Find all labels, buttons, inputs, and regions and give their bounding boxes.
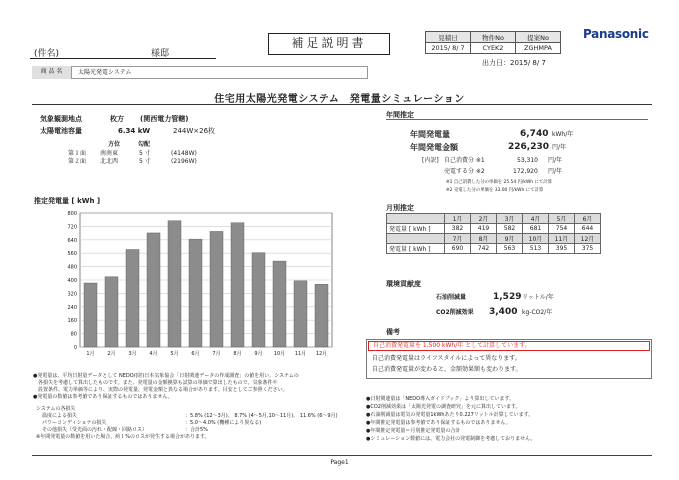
self-value: 53,310 <box>517 157 538 164</box>
x-tick-label: 9月 <box>254 351 263 357</box>
month-value: 375 <box>575 244 601 254</box>
x-tick-label: 5月 <box>170 351 179 357</box>
note-right-6: ●シミュレーション数値には、電力会社の発電制御を考慮しておりません。 <box>366 436 536 442</box>
info-header-property: 物件No <box>471 32 516 43</box>
chart-title: 推定発電量 [ kWh ] <box>34 197 101 205</box>
monthly-empty-cell <box>387 234 445 244</box>
oil-unit: リットル/年 <box>522 294 554 301</box>
x-tick-label: 1月 <box>86 351 95 357</box>
month-value: 582 <box>497 224 523 234</box>
bar <box>126 250 139 347</box>
note-left-4: ●発電量の数値は参考値であり保証するものではありません。 <box>33 394 173 400</box>
x-tick-label: 8月 <box>233 351 242 357</box>
loss-pcs-label: パワーコンディショナの損失 <box>42 420 107 426</box>
bar <box>84 283 97 347</box>
note-left-1: ●発電量は、平均日射量データとして NEDO/(財)日本気象協会「日射関連データの作成調査」の値を用い、システムの <box>33 373 299 379</box>
x-tick-label: 6月 <box>191 351 200 357</box>
honorific: 様邸 <box>151 49 170 59</box>
month-value: 644 <box>575 224 601 234</box>
main-title: 住宅用太陽光発電システム 発電量シミュレーション <box>214 94 465 105</box>
y-tick-label: 80 <box>70 331 77 338</box>
monthly-table <box>386 213 601 254</box>
info-value-proposal: ZGHMPA <box>516 43 561 54</box>
bar <box>252 253 265 347</box>
col-slope: 勾配 <box>138 141 151 148</box>
brand-logo: Panasonic <box>583 27 649 41</box>
annual-note-2: ※2 売電した分の単価を 33.00 円/kWh にて計算 <box>446 188 544 193</box>
month-header: 1月 <box>445 214 471 224</box>
bar <box>147 233 160 347</box>
customer-underline <box>30 58 216 59</box>
annual-amount-value: 226,230 <box>508 142 549 152</box>
month-header: 2月 <box>471 214 497 224</box>
month-header: 4月 <box>523 214 549 224</box>
month-header: 10月 <box>523 234 549 244</box>
month-header: 5月 <box>549 214 575 224</box>
capacity-label: 太陽電池容量 <box>40 127 82 135</box>
surface-2-slope: 5 寸 <box>139 158 151 165</box>
environment-section-title: 環境貢献度 <box>386 280 421 288</box>
capacity-detail: 244W×26枚 <box>173 127 216 135</box>
y-tick-label: 640 <box>67 237 77 244</box>
customer-label: (件名) <box>34 49 60 59</box>
annual-amount-label: 年間発電金額 <box>410 143 458 152</box>
annual-section-rule <box>386 119 648 120</box>
bar <box>315 284 328 347</box>
annual-gen-label: 年間発電量 <box>410 130 450 139</box>
month-header: 7月 <box>445 234 471 244</box>
location-value: 枚方 <box>110 115 124 123</box>
remarks-line-2: 自己消費発電量はライフスタイルによって異なります。 <box>372 355 521 362</box>
y-tick-label: 160 <box>67 318 77 325</box>
month-header: 11月 <box>549 234 575 244</box>
month-value: 754 <box>549 224 575 234</box>
surface-1-slope: 5 寸 <box>139 150 151 157</box>
x-tick-label: 7月 <box>212 351 221 357</box>
loss-pcs-value: ：5.0～4.0% (機種により異なる) <box>185 420 262 426</box>
y-tick-label: 800 <box>67 211 77 217</box>
note-left-2: 各損失を考慮して算出したものです。また、発電量の金額換算も試算の単価で算出したもので、気象条件や <box>38 380 278 386</box>
title-divider <box>32 104 652 105</box>
loss-title: システムの各損失 <box>36 406 76 412</box>
oil-label: 石油削減量 <box>436 294 467 301</box>
sell-unit: 円/年 <box>548 168 563 175</box>
co2-value: 3,400 <box>489 307 518 317</box>
co2-label: CO2削減効果 <box>436 309 474 316</box>
info-table <box>425 31 561 54</box>
bar <box>294 281 307 347</box>
month-header: 3月 <box>497 214 523 224</box>
location-label: 気象観測地点 <box>40 115 82 123</box>
bar <box>210 231 223 347</box>
oil-value: 1,529 <box>493 292 522 302</box>
annual-note-1: ※1 自己消費した分の単価を 25.54 円/kWh にて計算 <box>446 180 553 185</box>
info-header-date: 見積日 <box>426 32 471 43</box>
surface-2-direction: 北北西 <box>100 158 119 165</box>
month-header: 6月 <box>575 214 601 224</box>
month-header: 8月 <box>471 234 497 244</box>
bar <box>168 221 181 347</box>
surface-2-name: 第２面 <box>68 158 87 165</box>
month-value: 382 <box>445 224 471 234</box>
annual-gen-value: 6,740 <box>520 129 549 139</box>
col-direction: 方位 <box>108 141 121 148</box>
note-right-2: ●CO2削減効果は「太陽光発電の調査研究」を元に算出しています。 <box>366 404 521 410</box>
month-header: 9月 <box>497 234 523 244</box>
sheet-title: 補足説明書 <box>268 33 390 55</box>
month-value: 563 <box>497 244 523 254</box>
loss-temp-value: ：5.8% (12～3月)、 8.7% (4～5月,10～11月)、 11.6% (6～9月) <box>185 413 338 419</box>
y-tick-label: 400 <box>67 278 77 284</box>
note-right-3: ●石油削減量は電気の発電量1kWhあたり0.227リットル計算しています。 <box>366 412 534 418</box>
month-value: 419 <box>471 224 497 234</box>
capacity-value: 6.34 kW <box>118 127 151 135</box>
note-right-1: ●日射関連量は「NEDO導入ガイドブック」より算出しています。 <box>366 396 515 402</box>
y-tick-label: 240 <box>67 304 77 311</box>
bar <box>273 261 286 347</box>
surface-1-name: 第１面 <box>68 150 87 157</box>
y-tick-label: 560 <box>67 251 77 258</box>
loss-footnote: ※年間発電量の数値を用いた場合、約１%のロスが発生する場合があります。 <box>36 434 210 440</box>
loss-temp-label: 温度による損失 <box>42 413 78 419</box>
sell-value: 172,920 <box>513 168 538 175</box>
self-label: 自己消費分 ※1 <box>444 157 485 164</box>
y-tick-label: 320 <box>67 291 77 298</box>
y-tick-label: 720 <box>67 224 77 231</box>
annual-section-title: 年間推定 <box>386 111 414 119</box>
footer-rule <box>32 455 652 456</box>
month-value: 690 <box>445 244 471 254</box>
surface-1-watts: (4148W) <box>171 150 197 157</box>
note-right-5: ●年間推定発電量＝月別推定発電量の合計 <box>366 428 461 434</box>
self-unit: 円/年 <box>548 157 563 164</box>
y-tick-label: 480 <box>67 264 77 271</box>
loss-other-value: ：合計5% <box>185 427 208 433</box>
month-header: 12月 <box>575 234 601 244</box>
breakdown-label: [内訳] <box>422 157 439 164</box>
month-value: 742 <box>471 244 497 254</box>
info-header-proposal: 提案No <box>516 32 561 43</box>
loss-other-label: その他損失（受光面の汚れ・配線・回路ロス） <box>42 427 148 433</box>
annual-gen-unit: kWh/年 <box>552 131 574 138</box>
sell-label: 売電する分 ※2 <box>444 168 485 175</box>
month-value: 395 <box>549 244 575 254</box>
product-label: 商 品 名 <box>32 66 72 79</box>
remarks-line-1: 自己消費発電量を 1,500 kWh/年 として計算しています。 <box>368 341 650 351</box>
monthly-row-label: 発電量 [ kWh ] <box>387 244 445 254</box>
y-tick-label: 0 <box>73 345 77 351</box>
note-right-4: ●年間推定発電量は参考値であり保証するものではありません。 <box>366 420 511 426</box>
annual-amount-unit: 円/年 <box>552 144 567 151</box>
info-value-property: CYEK2 <box>471 43 516 54</box>
x-tick-label: 4月 <box>149 351 158 357</box>
bar <box>189 239 202 347</box>
co2-unit: kg-CO2/年 <box>522 309 553 316</box>
monthly-section-title: 月別推定 <box>386 204 414 212</box>
x-tick-label: 12月 <box>315 351 328 357</box>
month-value: 681 <box>523 224 549 234</box>
remarks-line-3: 自己消費発電量が変わると、金額効果額も変わります。 <box>372 366 522 373</box>
x-tick-label: 3月 <box>128 351 137 357</box>
monthly-empty-cell <box>387 214 445 224</box>
bar <box>231 223 244 347</box>
x-tick-label: 2月 <box>107 351 116 357</box>
bar <box>105 277 118 347</box>
page-number: Page1 <box>330 459 349 466</box>
surface-2-watts: (2196W) <box>171 158 197 165</box>
output-date: 出力日：2015/ 8/ 7 <box>482 59 546 67</box>
monthly-row-label: 発電量 [ kWh ] <box>387 224 445 234</box>
surface-1-direction: 南南東 <box>100 150 119 157</box>
x-tick-label: 10月 <box>273 351 286 357</box>
note-left-3: 設置条件、電力単価等により、実際の発電量、発電金額と異なる場合があります。目安としてご参照ください。 <box>38 387 288 393</box>
x-tick-label: 11月 <box>294 351 307 357</box>
month-value: 513 <box>523 244 549 254</box>
location-note: (関西電力管轄) <box>140 115 189 123</box>
monthly-generation-chart <box>50 207 340 362</box>
product-name: 太陽光発電システム <box>78 69 132 76</box>
info-value-date: 2015/ 8/ 7 <box>426 43 471 54</box>
remarks-section-title: 備考 <box>386 328 400 336</box>
